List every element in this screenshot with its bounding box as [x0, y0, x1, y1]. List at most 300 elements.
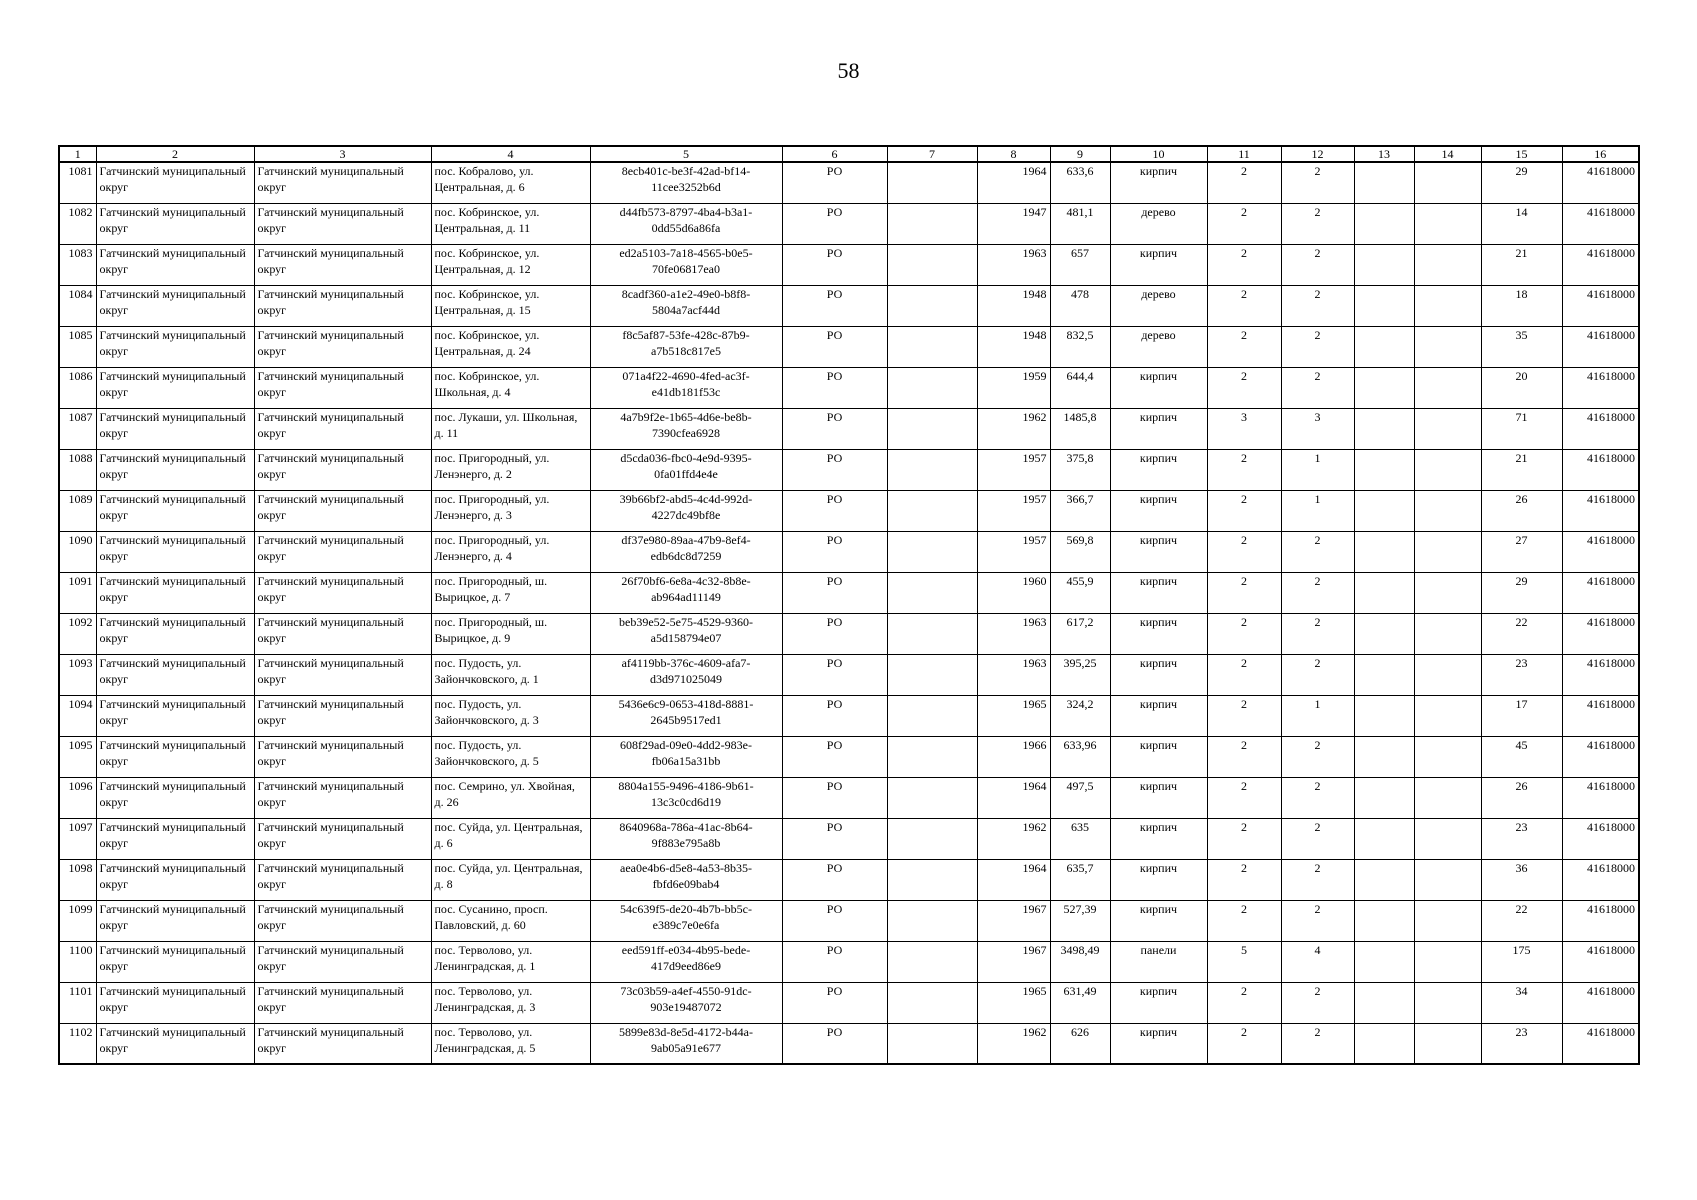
- col14-cell: [1414, 408, 1481, 449]
- col7-cell: [887, 490, 977, 531]
- floors-max-cell: 2: [1207, 572, 1281, 613]
- residents-cell: 27: [1481, 531, 1562, 572]
- form-cell: РО: [782, 613, 887, 654]
- col7-cell: [887, 818, 977, 859]
- address-cell: пос. Пригородный, ул. Ленэнерго, д. 3: [431, 490, 590, 531]
- year-cell: 1963: [977, 244, 1050, 285]
- oktmo-cell: 41618000: [1562, 1023, 1639, 1064]
- col7-cell: [887, 449, 977, 490]
- year-cell: 1957: [977, 531, 1050, 572]
- district-cell: Гатчинский муниципальный округ: [96, 818, 254, 859]
- col14-cell: [1414, 326, 1481, 367]
- table-row: [59, 736, 1639, 777]
- oktmo-cell: 41618000: [1562, 695, 1639, 736]
- row-number-cell: 1099: [59, 900, 96, 941]
- col7-cell: [887, 326, 977, 367]
- guid-cell: 4a7b9f2e-1b65-4d6e-be8b-7390cfea6928: [590, 408, 782, 449]
- material-cell: кирпич: [1110, 367, 1207, 408]
- area-cell: 617,2: [1050, 613, 1110, 654]
- column-number-header: 16: [1562, 146, 1639, 162]
- year-cell: 1966: [977, 736, 1050, 777]
- col7-cell: [887, 900, 977, 941]
- area-cell: 481,1: [1050, 203, 1110, 244]
- residents-cell: 175: [1481, 941, 1562, 982]
- area-cell: 527,39: [1050, 900, 1110, 941]
- col7-cell: [887, 695, 977, 736]
- address-cell: пос. Пригородный, ул. Ленэнерго, д. 2: [431, 449, 590, 490]
- table-row: [59, 449, 1639, 490]
- column-number-header: 2: [96, 146, 254, 162]
- floors-max-cell: 2: [1207, 982, 1281, 1023]
- row-number-cell: 1092: [59, 613, 96, 654]
- floors-max-cell: 3: [1207, 408, 1281, 449]
- residents-cell: 36: [1481, 859, 1562, 900]
- municipality-cell: Гатчинский муниципальный округ: [254, 367, 431, 408]
- col14-cell: [1414, 449, 1481, 490]
- address-cell: пос. Терволово, ул. Ленинградская, д. 1: [431, 941, 590, 982]
- form-cell: РО: [782, 777, 887, 818]
- oktmo-cell: 41618000: [1562, 613, 1639, 654]
- col14-cell: [1414, 490, 1481, 531]
- residents-cell: 22: [1481, 613, 1562, 654]
- year-cell: 1959: [977, 367, 1050, 408]
- table-row: [59, 900, 1639, 941]
- guid-cell: 071a4f22-4690-4fed-ac3f-e41db181f53c: [590, 367, 782, 408]
- municipality-cell: Гатчинский муниципальный округ: [254, 203, 431, 244]
- floors-max-cell: 2: [1207, 777, 1281, 818]
- year-cell: 1965: [977, 982, 1050, 1023]
- col13-cell: [1354, 367, 1414, 408]
- floors-max-cell: 2: [1207, 162, 1281, 203]
- floors-min-cell: 2: [1281, 162, 1354, 203]
- col7-cell: [887, 285, 977, 326]
- table-row: [59, 859, 1639, 900]
- table-row: [59, 777, 1639, 818]
- floors-max-cell: 2: [1207, 736, 1281, 777]
- year-cell: 1964: [977, 859, 1050, 900]
- floors-min-cell: 2: [1281, 900, 1354, 941]
- floors-min-cell: 2: [1281, 285, 1354, 326]
- address-cell: пос. Суйда, ул. Центральная, д. 6: [431, 818, 590, 859]
- floors-min-cell: 2: [1281, 777, 1354, 818]
- oktmo-cell: 41618000: [1562, 941, 1639, 982]
- floors-max-cell: 2: [1207, 203, 1281, 244]
- floors-min-cell: 2: [1281, 818, 1354, 859]
- col14-cell: [1414, 818, 1481, 859]
- column-number-header: 7: [887, 146, 977, 162]
- area-cell: 478: [1050, 285, 1110, 326]
- address-cell: пос. Кобралово, ул. Центральная, д. 6: [431, 162, 590, 203]
- address-cell: пос. Пригородный, ш. Вырицкое, д. 7: [431, 572, 590, 613]
- residents-cell: 23: [1481, 654, 1562, 695]
- area-cell: 324,2: [1050, 695, 1110, 736]
- guid-cell: ed2a5103-7a18-4565-b0e5-70fe06817ea0: [590, 244, 782, 285]
- residents-cell: 20: [1481, 367, 1562, 408]
- municipality-cell: Гатчинский муниципальный округ: [254, 777, 431, 818]
- residents-cell: 14: [1481, 203, 1562, 244]
- row-number-cell: 1100: [59, 941, 96, 982]
- guid-cell: 54c639f5-de20-4b7b-bb5c-e389c7e0e6fa: [590, 900, 782, 941]
- floors-min-cell: 3: [1281, 408, 1354, 449]
- municipality-cell: Гатчинский муниципальный округ: [254, 900, 431, 941]
- floors-min-cell: 2: [1281, 326, 1354, 367]
- oktmo-cell: 41618000: [1562, 367, 1639, 408]
- address-cell: пос. Кобринское, ул. Центральная, д. 24: [431, 326, 590, 367]
- oktmo-cell: 41618000: [1562, 859, 1639, 900]
- district-cell: Гатчинский муниципальный округ: [96, 203, 254, 244]
- col7-cell: [887, 531, 977, 572]
- guid-cell: 8804a155-9496-4186-9b61-13c3c0cd6d19: [590, 777, 782, 818]
- address-cell: пос. Кобринское, ул. Центральная, д. 11: [431, 203, 590, 244]
- row-number-cell: 1093: [59, 654, 96, 695]
- residents-cell: 17: [1481, 695, 1562, 736]
- oktmo-cell: 41618000: [1562, 818, 1639, 859]
- district-cell: Гатчинский муниципальный округ: [96, 900, 254, 941]
- col13-cell: [1354, 654, 1414, 695]
- oktmo-cell: 41618000: [1562, 982, 1639, 1023]
- district-cell: Гатчинский муниципальный округ: [96, 531, 254, 572]
- floors-min-cell: 1: [1281, 695, 1354, 736]
- residents-cell: 71: [1481, 408, 1562, 449]
- municipality-cell: Гатчинский муниципальный округ: [254, 613, 431, 654]
- residents-cell: 29: [1481, 162, 1562, 203]
- form-cell: РО: [782, 162, 887, 203]
- form-cell: РО: [782, 244, 887, 285]
- guid-cell: aea0e4b6-d5e8-4a53-8b35-fbfd6e09bab4: [590, 859, 782, 900]
- material-cell: кирпич: [1110, 490, 1207, 531]
- guid-cell: eed591ff-e034-4b95-bede-417d9eed86e9: [590, 941, 782, 982]
- oktmo-cell: 41618000: [1562, 572, 1639, 613]
- material-cell: кирпич: [1110, 449, 1207, 490]
- guid-cell: 73c03b59-a4ef-4550-91dc-903e19487072: [590, 982, 782, 1023]
- district-cell: Гатчинский муниципальный округ: [96, 285, 254, 326]
- column-number-header: 3: [254, 146, 431, 162]
- row-number-cell: 1081: [59, 162, 96, 203]
- municipality-cell: Гатчинский муниципальный округ: [254, 818, 431, 859]
- municipality-cell: Гатчинский муниципальный округ: [254, 941, 431, 982]
- col14-cell: [1414, 736, 1481, 777]
- table-row: [59, 654, 1639, 695]
- table-row: [59, 490, 1639, 531]
- table-row: [59, 203, 1639, 244]
- district-cell: Гатчинский муниципальный округ: [96, 490, 254, 531]
- material-cell: кирпич: [1110, 408, 1207, 449]
- col7-cell: [887, 613, 977, 654]
- col13-cell: [1354, 859, 1414, 900]
- municipality-cell: Гатчинский муниципальный округ: [254, 162, 431, 203]
- year-cell: 1963: [977, 654, 1050, 695]
- floors-min-cell: 2: [1281, 531, 1354, 572]
- floors-min-cell: 2: [1281, 613, 1354, 654]
- district-cell: Гатчинский муниципальный округ: [96, 449, 254, 490]
- guid-cell: 5899e83d-8e5d-4172-b44a-9ab05a91e677: [590, 1023, 782, 1064]
- form-cell: РО: [782, 203, 887, 244]
- guid-cell: 8cadf360-a1e2-49e0-b8f8-5804a7acf44d: [590, 285, 782, 326]
- column-number-header: 12: [1281, 146, 1354, 162]
- floors-min-cell: 2: [1281, 572, 1354, 613]
- page-number: 58: [837, 58, 860, 83]
- residents-cell: 29: [1481, 572, 1562, 613]
- district-cell: Гатчинский муниципальный округ: [96, 613, 254, 654]
- col13-cell: [1354, 162, 1414, 203]
- residents-cell: 18: [1481, 285, 1562, 326]
- row-number-cell: 1085: [59, 326, 96, 367]
- district-cell: Гатчинский муниципальный округ: [96, 941, 254, 982]
- year-cell: 1967: [977, 941, 1050, 982]
- material-cell: дерево: [1110, 326, 1207, 367]
- guid-cell: beb39e52-5e75-4529-9360-a5d158794e07: [590, 613, 782, 654]
- material-cell: кирпич: [1110, 818, 1207, 859]
- address-cell: пос. Пудость, ул. Зайончковского, д. 1: [431, 654, 590, 695]
- area-cell: 1485,8: [1050, 408, 1110, 449]
- col7-cell: [887, 244, 977, 285]
- form-cell: РО: [782, 736, 887, 777]
- col7-cell: [887, 654, 977, 695]
- floors-max-cell: 2: [1207, 859, 1281, 900]
- row-number-cell: 1086: [59, 367, 96, 408]
- form-cell: РО: [782, 818, 887, 859]
- col13-cell: [1354, 203, 1414, 244]
- guid-cell: 8ecb401c-be3f-42ad-bf14-11cee3252b6d: [590, 162, 782, 203]
- municipality-cell: Гатчинский муниципальный округ: [254, 859, 431, 900]
- material-cell: кирпич: [1110, 654, 1207, 695]
- floors-max-cell: 2: [1207, 900, 1281, 941]
- col7-cell: [887, 408, 977, 449]
- residents-cell: 22: [1481, 900, 1562, 941]
- material-cell: кирпич: [1110, 695, 1207, 736]
- row-number-cell: 1102: [59, 1023, 96, 1064]
- year-cell: 1964: [977, 162, 1050, 203]
- col7-cell: [887, 367, 977, 408]
- col14-cell: [1414, 285, 1481, 326]
- column-number-header: 1: [59, 146, 96, 162]
- address-cell: пос. Суйда, ул. Центральная, д. 8: [431, 859, 590, 900]
- district-cell: Гатчинский муниципальный округ: [96, 777, 254, 818]
- municipality-cell: Гатчинский муниципальный округ: [254, 531, 431, 572]
- address-cell: пос. Кобринское, ул. Школьная, д. 4: [431, 367, 590, 408]
- address-cell: пос. Пудость, ул. Зайончковского, д. 3: [431, 695, 590, 736]
- year-cell: 1962: [977, 1023, 1050, 1064]
- col7-cell: [887, 777, 977, 818]
- floors-min-cell: 1: [1281, 490, 1354, 531]
- oktmo-cell: 41618000: [1562, 531, 1639, 572]
- column-number-header: 10: [1110, 146, 1207, 162]
- material-cell: кирпич: [1110, 777, 1207, 818]
- col14-cell: [1414, 777, 1481, 818]
- material-cell: кирпич: [1110, 572, 1207, 613]
- floors-min-cell: 1: [1281, 449, 1354, 490]
- col14-cell: [1414, 244, 1481, 285]
- area-cell: 455,9: [1050, 572, 1110, 613]
- floors-max-cell: 2: [1207, 531, 1281, 572]
- row-number-cell: 1097: [59, 818, 96, 859]
- col13-cell: [1354, 326, 1414, 367]
- col13-cell: [1354, 818, 1414, 859]
- col13-cell: [1354, 941, 1414, 982]
- area-cell: 375,8: [1050, 449, 1110, 490]
- form-cell: РО: [782, 982, 887, 1023]
- guid-cell: 8640968a-786a-41ac-8b64-9f883e795a8b: [590, 818, 782, 859]
- oktmo-cell: 41618000: [1562, 408, 1639, 449]
- oktmo-cell: 41618000: [1562, 490, 1639, 531]
- form-cell: РО: [782, 572, 887, 613]
- col13-cell: [1354, 572, 1414, 613]
- column-number-header: 11: [1207, 146, 1281, 162]
- col14-cell: [1414, 941, 1481, 982]
- form-cell: РО: [782, 531, 887, 572]
- material-cell: кирпич: [1110, 1023, 1207, 1064]
- column-number-header: 9: [1050, 146, 1110, 162]
- col14-cell: [1414, 695, 1481, 736]
- guid-cell: df37e980-89aa-47b9-8ef4-edb6dc8d7259: [590, 531, 782, 572]
- table-row: [59, 572, 1639, 613]
- floors-max-cell: 2: [1207, 695, 1281, 736]
- form-cell: РО: [782, 695, 887, 736]
- floors-min-cell: 2: [1281, 982, 1354, 1023]
- column-number-header: 14: [1414, 146, 1481, 162]
- municipality-cell: Гатчинский муниципальный округ: [254, 408, 431, 449]
- floors-max-cell: 2: [1207, 449, 1281, 490]
- row-number-cell: 1094: [59, 695, 96, 736]
- municipality-cell: Гатчинский муниципальный округ: [254, 285, 431, 326]
- material-cell: кирпич: [1110, 982, 1207, 1023]
- area-cell: 497,5: [1050, 777, 1110, 818]
- district-cell: Гатчинский муниципальный округ: [96, 1023, 254, 1064]
- table-row: [59, 408, 1639, 449]
- municipality-cell: Гатчинский муниципальный округ: [254, 244, 431, 285]
- col13-cell: [1354, 982, 1414, 1023]
- row-number-cell: 1087: [59, 408, 96, 449]
- col13-cell: [1354, 285, 1414, 326]
- col7-cell: [887, 982, 977, 1023]
- col13-cell: [1354, 613, 1414, 654]
- year-cell: 1947: [977, 203, 1050, 244]
- col14-cell: [1414, 531, 1481, 572]
- form-cell: РО: [782, 900, 887, 941]
- area-cell: 633,6: [1050, 162, 1110, 203]
- material-cell: панели: [1110, 941, 1207, 982]
- col7-cell: [887, 736, 977, 777]
- floors-max-cell: 2: [1207, 244, 1281, 285]
- material-cell: кирпич: [1110, 244, 1207, 285]
- floors-max-cell: 2: [1207, 818, 1281, 859]
- address-cell: пос. Терволово, ул. Ленинградская, д. 3: [431, 982, 590, 1023]
- year-cell: 1967: [977, 900, 1050, 941]
- district-cell: Гатчинский муниципальный округ: [96, 736, 254, 777]
- year-cell: 1957: [977, 449, 1050, 490]
- year-cell: 1948: [977, 326, 1050, 367]
- column-number-header: 8: [977, 146, 1050, 162]
- area-cell: 366,7: [1050, 490, 1110, 531]
- floors-min-cell: 4: [1281, 941, 1354, 982]
- floors-max-cell: 5: [1207, 941, 1281, 982]
- table-row: [59, 531, 1639, 572]
- table-body: [59, 162, 1639, 1064]
- table-row: [59, 695, 1639, 736]
- guid-cell: 5436e6c9-0653-418d-8881-2645b9517ed1: [590, 695, 782, 736]
- guid-cell: 26f70bf6-6e8a-4c32-8b8e-ab964ad11149: [590, 572, 782, 613]
- row-number-cell: 1090: [59, 531, 96, 572]
- col13-cell: [1354, 900, 1414, 941]
- column-number-header: 15: [1481, 146, 1562, 162]
- material-cell: дерево: [1110, 203, 1207, 244]
- oktmo-cell: 41618000: [1562, 162, 1639, 203]
- residents-cell: 23: [1481, 1023, 1562, 1064]
- table-row: [59, 982, 1639, 1023]
- residents-cell: 45: [1481, 736, 1562, 777]
- table-row: [59, 367, 1639, 408]
- col14-cell: [1414, 613, 1481, 654]
- floors-min-cell: 2: [1281, 654, 1354, 695]
- address-cell: пос. Пригородный, ш. Вырицкое, д. 9: [431, 613, 590, 654]
- area-cell: 832,5: [1050, 326, 1110, 367]
- district-cell: Гатчинский муниципальный округ: [96, 244, 254, 285]
- floors-min-cell: 2: [1281, 736, 1354, 777]
- column-number-header: 13: [1354, 146, 1414, 162]
- district-cell: Гатчинский муниципальный округ: [96, 654, 254, 695]
- col14-cell: [1414, 203, 1481, 244]
- floors-max-cell: 2: [1207, 326, 1281, 367]
- column-number-header: 4: [431, 146, 590, 162]
- area-cell: 631,49: [1050, 982, 1110, 1023]
- col13-cell: [1354, 408, 1414, 449]
- col14-cell: [1414, 367, 1481, 408]
- area-cell: 635: [1050, 818, 1110, 859]
- municipality-cell: Гатчинский муниципальный округ: [254, 490, 431, 531]
- table-row: [59, 162, 1639, 203]
- material-cell: дерево: [1110, 285, 1207, 326]
- oktmo-cell: 41618000: [1562, 736, 1639, 777]
- guid-cell: 608f29ad-09e0-4dd2-983e-fb06a15a31bb: [590, 736, 782, 777]
- col14-cell: [1414, 162, 1481, 203]
- col7-cell: [887, 1023, 977, 1064]
- col7-cell: [887, 572, 977, 613]
- guid-cell: 39b66bf2-abd5-4c4d-992d-4227dc49bf8e: [590, 490, 782, 531]
- col13-cell: [1354, 531, 1414, 572]
- row-number-cell: 1091: [59, 572, 96, 613]
- table-row: [59, 1023, 1639, 1064]
- municipality-cell: Гатчинский муниципальный округ: [254, 1023, 431, 1064]
- material-cell: кирпич: [1110, 900, 1207, 941]
- floors-min-cell: 2: [1281, 203, 1354, 244]
- row-number-cell: 1083: [59, 244, 96, 285]
- oktmo-cell: 41618000: [1562, 244, 1639, 285]
- form-cell: РО: [782, 449, 887, 490]
- col13-cell: [1354, 1023, 1414, 1064]
- col7-cell: [887, 162, 977, 203]
- district-cell: Гатчинский муниципальный округ: [96, 859, 254, 900]
- area-cell: 644,4: [1050, 367, 1110, 408]
- area-cell: 569,8: [1050, 531, 1110, 572]
- floors-max-cell: 2: [1207, 1023, 1281, 1064]
- guid-cell: f8c5af87-53fe-428c-87b9-a7b518c817e5: [590, 326, 782, 367]
- form-cell: РО: [782, 490, 887, 531]
- floors-max-cell: 2: [1207, 285, 1281, 326]
- address-cell: пос. Сусанино, просп. Павловский, д. 60: [431, 900, 590, 941]
- floors-min-cell: 2: [1281, 244, 1354, 285]
- year-cell: 1963: [977, 613, 1050, 654]
- floors-min-cell: 2: [1281, 367, 1354, 408]
- area-cell: 635,7: [1050, 859, 1110, 900]
- row-number-cell: 1101: [59, 982, 96, 1023]
- col14-cell: [1414, 859, 1481, 900]
- material-cell: кирпич: [1110, 531, 1207, 572]
- col13-cell: [1354, 777, 1414, 818]
- housing-registry-table: [58, 145, 1640, 1065]
- district-cell: Гатчинский муниципальный округ: [96, 695, 254, 736]
- floors-min-cell: 2: [1281, 1023, 1354, 1064]
- material-cell: кирпич: [1110, 736, 1207, 777]
